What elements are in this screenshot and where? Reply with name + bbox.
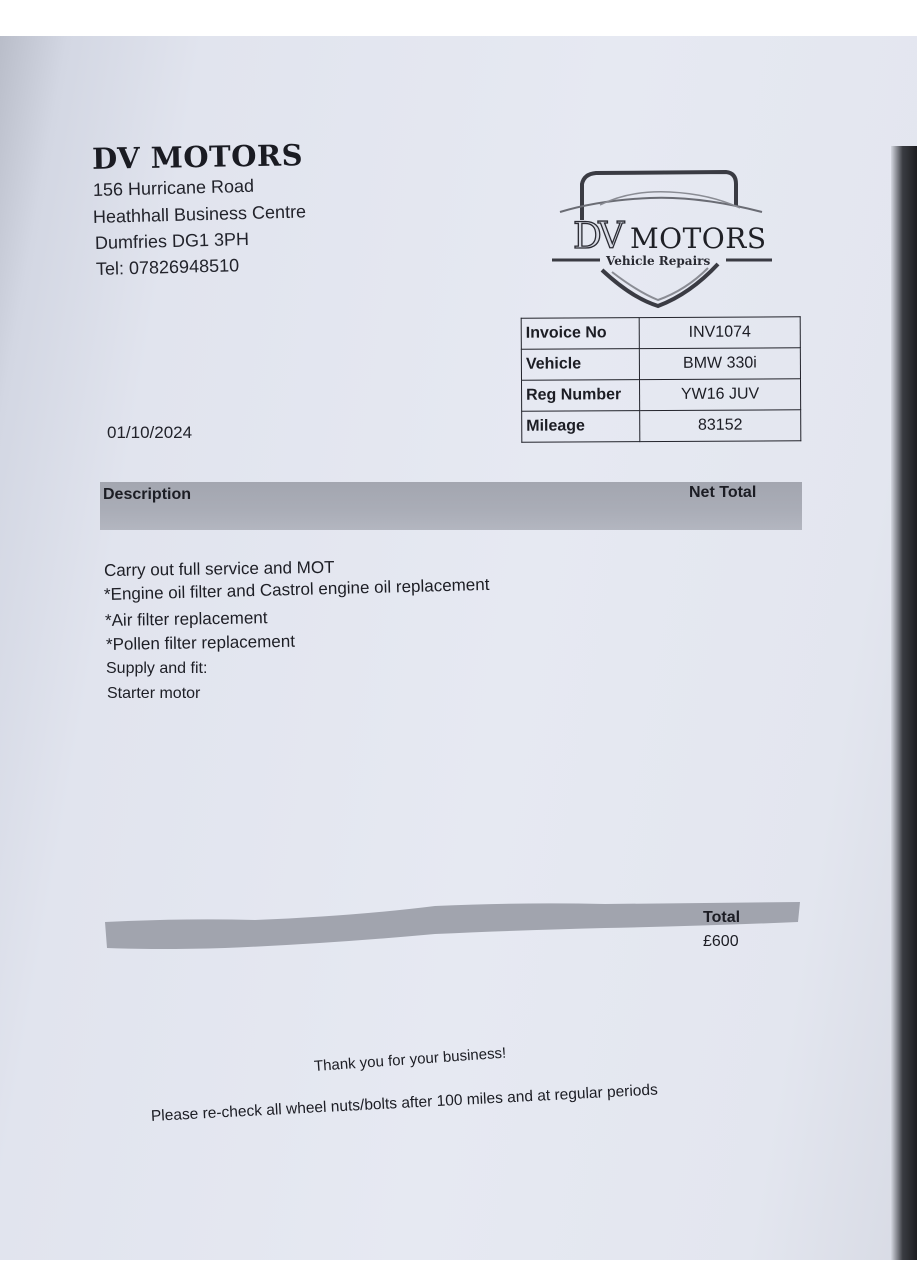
- phone-number: Tel: 07826948510: [95, 255, 240, 279]
- wheel-nut-notice: Please re-check all wheel nuts/bolts after 100 miles and at regular periods: [150, 1081, 659, 1125]
- address-line-2: Heathhall Business Centre: [92, 201, 307, 227]
- info-row-mileage: [522, 410, 801, 442]
- line-item: *Pollen filter replacement: [105, 631, 296, 654]
- line-item: *Air filter replacement: [104, 608, 268, 630]
- invoice-date: 01/10/2024: [107, 423, 193, 442]
- company-logo: [540, 160, 780, 310]
- logo-subtitle: Vehicle Repairs: [606, 254, 711, 268]
- total-band: [105, 898, 800, 953]
- info-value: 83152: [640, 410, 801, 442]
- info-label: Mileage: [522, 411, 640, 443]
- address-line-3: Dumfries DG1 3PH: [94, 228, 250, 253]
- logo-dv-text: DV: [573, 216, 622, 257]
- info-value: BMW 330i: [639, 348, 800, 380]
- photo-background-edge: [891, 146, 917, 1260]
- address-line-1: 156 Hurricane Road: [92, 175, 255, 200]
- net-total-column-header: Net Total: [689, 484, 757, 501]
- info-label: Invoice No: [521, 318, 639, 350]
- line-item: Starter motor: [107, 685, 201, 702]
- line-item: Supply and fit:: [106, 660, 208, 677]
- company-name: DV MOTORS: [91, 138, 304, 176]
- thank-you-message: Thank you for your business!: [313, 1044, 507, 1075]
- description-column-header: Description: [103, 486, 192, 503]
- line-item: Carry out full service and MOT: [103, 557, 335, 580]
- total-label: Total: [703, 909, 741, 926]
- invoice-photo: [0, 36, 917, 1260]
- info-label: Reg Number: [522, 380, 640, 412]
- info-value: INV1074: [639, 317, 800, 349]
- info-row-reg-number: [522, 379, 801, 411]
- info-value: YW16 JUV: [640, 379, 801, 411]
- total-amount: £600: [703, 933, 739, 950]
- info-label: Vehicle: [521, 349, 639, 381]
- info-row-invoice-no: [521, 317, 800, 349]
- invoice-paper: [0, 36, 917, 1260]
- info-row-vehicle: [521, 348, 800, 380]
- line-item: *Engine oil filter and Castrol engine oil replacement: [103, 574, 490, 604]
- invoice-info-table: [521, 316, 802, 442]
- logo-motors-text: MOTORS: [630, 222, 767, 255]
